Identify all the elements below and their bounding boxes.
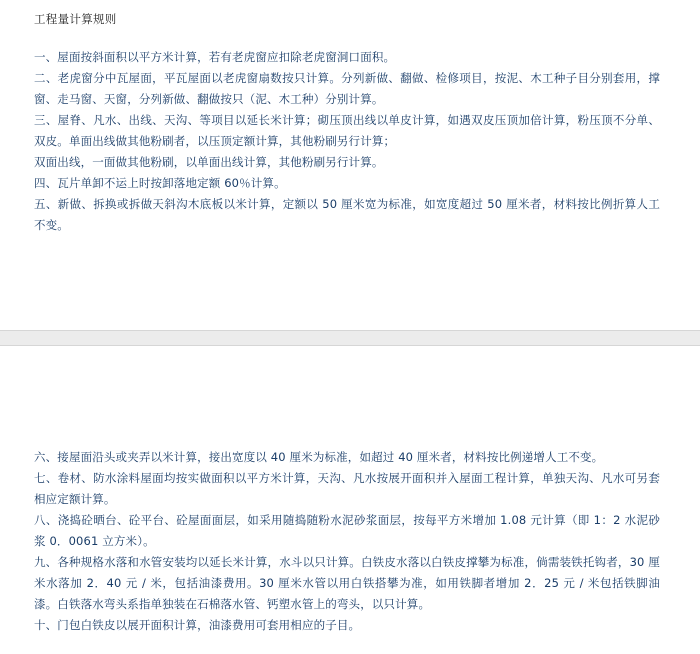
rule-paragraph-1: 一、屋面按斜面积以平方米计算，若有老虎窗应扣除老虎窗洞口面积。 <box>34 50 396 64</box>
rule-paragraph-3-cont: 双面出线，一面做其他粉刷，以单面出线计算，其他粉刷另行计算。 <box>34 155 384 169</box>
page-separator <box>0 330 700 346</box>
document-page-2 <box>0 346 700 654</box>
rules-text-block <box>34 447 660 636</box>
rule-paragraph-4: 四、瓦片单卸不运上时按卸落地定额 60％计算。 <box>34 176 286 190</box>
rule-paragraph-5: 五、新做、拆换或拆做天斜沟木底板以米计算，定额以 50 厘米宽为标准，如宽度超过 50 厘米者，材料按比例折算人工不变。 <box>34 197 660 232</box>
rule-paragraph-10: 十、门包白铁皮以展开面积计算，油漆费用可套用相应的子目。 <box>34 618 361 632</box>
rule-paragraph-7: 七、卷材、防水涂料屋面均按实做面积以平方米计算，天沟、凡水按展开面积并入屋面工程计算，单独天沟、凡水可另套相应定额计算。 <box>34 471 660 506</box>
page-title: 工程量计算规则 <box>34 12 117 26</box>
rule-paragraph-9: 九、各种规格水落和水管安装均以延长米计算，水斗以只计算。白铁皮水落以白铁皮撑攀为标准，倘需装铁托钩者，30 厘米水落加 2．40 元 / 米，包括油漆费用。30 厘米水管以用白铁搭攀为准，如用铁脚者增加 2．25 元 / 米包括铁脚油漆。白铁落水弯头系指单独装在石棉落水管、钙塑水管上的弯头，以只计算。 <box>34 555 660 611</box>
rule-paragraph-3: 三、屋脊、凡水、出线、天沟、等项目以延长米计算；砌压顶出线以单皮计算，如遇双皮压顶加倍计算，粉压顶不分单、双皮。单面出线做其他粉刷者，以压顶定额计算，其他粉刷另行计算； <box>34 113 660 148</box>
rules-text-block <box>34 47 660 236</box>
rule-paragraph-8: 八、浇捣砼晒台、砼平台、砼屋面面层，如采用随捣随粉水泥砂浆面层，按每平方米增加 1.08 元计算（即 1：2 水泥砂浆 0．0061 立方米）。 <box>34 513 660 548</box>
rule-paragraph-2: 二、老虎窗分中瓦屋面，平瓦屋面以老虎窗扇数按只计算。分列新做、翻做、检修项目，按泥、木工种子目分别套用，撑窗、走马窗、天窗，分列新做、翻做按只（泥、木工种）分别计算。 <box>34 71 660 106</box>
rule-paragraph-6: 六、接屋面沿头或夹弄以米计算，接出宽度以 40 厘米为标准，如超过 40 厘米者，材料按比例递增人工不变。 <box>34 450 604 464</box>
